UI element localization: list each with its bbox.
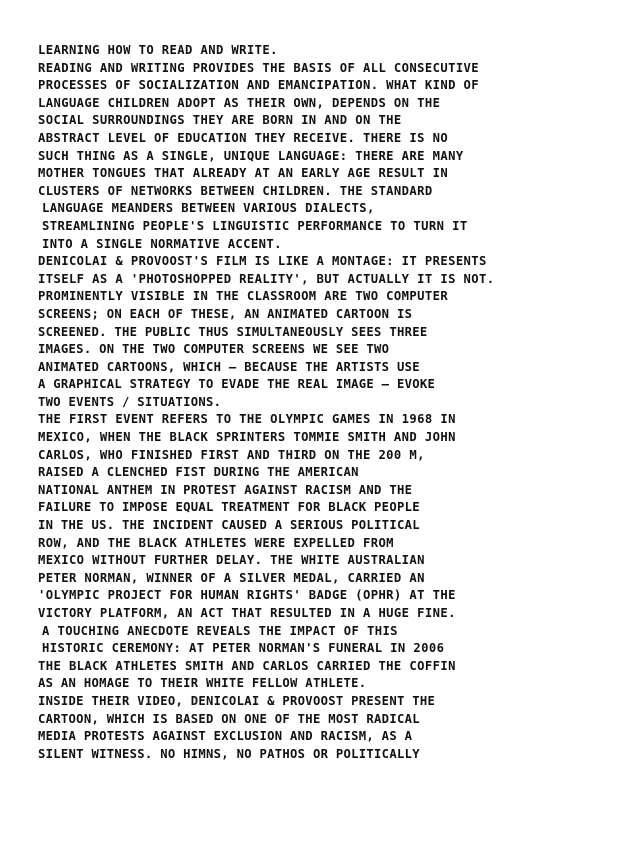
text-line: ROW, AND THE BLACK ATHLETES WERE EXPELLED FROM [38,535,394,550]
text-line: AS AN HOMAGE TO THEIR WHITE FELLOW ATHLETE. [38,676,367,691]
text-line: MOTHER TONGUES THAT ALREADY AT AN EARLY AGE RESULT IN [38,166,449,181]
handwritten-text-block [38,42,598,763]
text-line: ITSELF AS A 'PHOTOSHOPPED REALITY', BUT ACTUALLY IT IS NOT. [38,271,495,286]
text-line: THE BLACK ATHLETES SMITH AND CARLOS CARRIED THE COFFIN [38,658,456,673]
text-line: LANGUAGE CHILDREN ADOPT AS THEIR OWN, DEPENDS ON THE [38,95,441,110]
text-line: CARLOS, WHO FINISHED FIRST AND THIRD ON THE 200 M, [38,447,425,462]
text-line: MEXICO, WHEN THE BLACK SPRINTERS TOMMIE SMITH AND JOHN [38,430,456,445]
text-line: PROMINENTLY VISIBLE IN THE CLASSROOM ARE TWO COMPUTER [38,289,449,304]
text-line: MEXICO WITHOUT FURTHER DELAY. THE WHITE AUSTRALIAN [38,553,425,568]
text-line: LANGUAGE MEANDERS BETWEEN VARIOUS DIALECTS, [42,201,375,216]
text-line: A TOUCHING ANECDOTE REVEALS THE IMPACT OF THIS [42,623,398,638]
text-line: INSIDE THEIR VIDEO, DENICOLAI & PROVOOST PRESENT THE [38,693,436,708]
text-line: SILENT WITNESS. NO HIMNS, NO PATHOS OR POLITICALLY [38,746,420,761]
text-line: SUCH THING AS A SINGLE, UNIQUE LANGUAGE: THERE ARE MANY [38,148,464,163]
text-line: 'OLYMPIC PROJECT FOR HUMAN RIGHTS' BADGE (OPHR) AT THE [38,588,456,603]
text-line: ANIMATED CARTOONS, WHICH — BECAUSE THE ARTISTS USE [38,359,420,374]
text-line: FAILURE TO IMPOSE EQUAL TREATMENT FOR BLACK PEOPLE [38,500,420,515]
text-line: ABSTRACT LEVEL OF EDUCATION THEY RECEIVE. THERE IS NO [38,130,449,145]
text-line: TWO EVENTS / SITUATIONS. [38,394,222,409]
text-line: MEDIA PROTESTS AGAINST EXCLUSION AND RACISM, AS A [38,729,413,744]
text-line: CLUSTERS OF NETWORKS BETWEEN CHILDREN. THE STANDARD [38,183,433,198]
text-line: SOCIAL SURROUNDINGS THEY ARE BORN IN AND ON THE [38,113,402,128]
text-line: SCREENS; ON EACH OF THESE, AN ANIMATED CARTOON IS [38,306,413,321]
text-line: CARTOON, WHICH IS BASED ON ONE OF THE MOST RADICAL [38,711,420,726]
text-line: READING AND WRITING PROVIDES THE BASIS OF ALL CONSECUTIVE [38,60,480,75]
text-line: LEARNING HOW TO READ AND WRITE. [38,43,278,57]
text-line: PETER NORMAN, WINNER OF A SILVER MEDAL, CARRIED AN [38,570,425,585]
text-line: SCREENED. THE PUBLIC THUS SIMULTANEOUSLY SEES THREE [38,324,428,339]
text-line: IMAGES. ON THE TWO COMPUTER SCREENS WE SEE TWO [38,342,390,357]
text-line: DENICOLAI & PROVOOST'S FILM IS LIKE A MONTAGE: IT PRESENTS [38,254,487,269]
text-line: PROCESSES OF SOCIALIZATION AND EMANCIPATION. WHAT KIND OF [38,78,480,93]
text-line: STREAMLINING PEOPLE'S LINGUISTIC PERFORMANCE TO TURN IT [42,218,468,233]
text-line: RAISED A CLENCHED FIST DURING THE AMERICAN [38,465,359,480]
text-line: IN THE US. THE INCIDENT CAUSED A SERIOUS POLITICAL [38,518,420,533]
text-line: INTO A SINGLE NORMATIVE ACCENT. [42,236,282,251]
text-line: NATIONAL ANTHEM IN PROTEST AGAINST RACISM AND THE [38,482,413,497]
text-line: A GRAPHICAL STRATEGY TO EVADE THE REAL IMAGE — EVOKE [38,377,436,392]
text-line: VICTORY PLATFORM, AN ACT THAT RESULTED IN A HUGE FINE. [38,606,456,620]
text-line: HISTORIC CEREMONY: AT PETER NORMAN'S FUNERAL IN 2006 [42,641,445,656]
text-line: THE FIRST EVENT REFERS TO THE OLYMPIC GAMES IN 1968 IN [38,412,456,427]
